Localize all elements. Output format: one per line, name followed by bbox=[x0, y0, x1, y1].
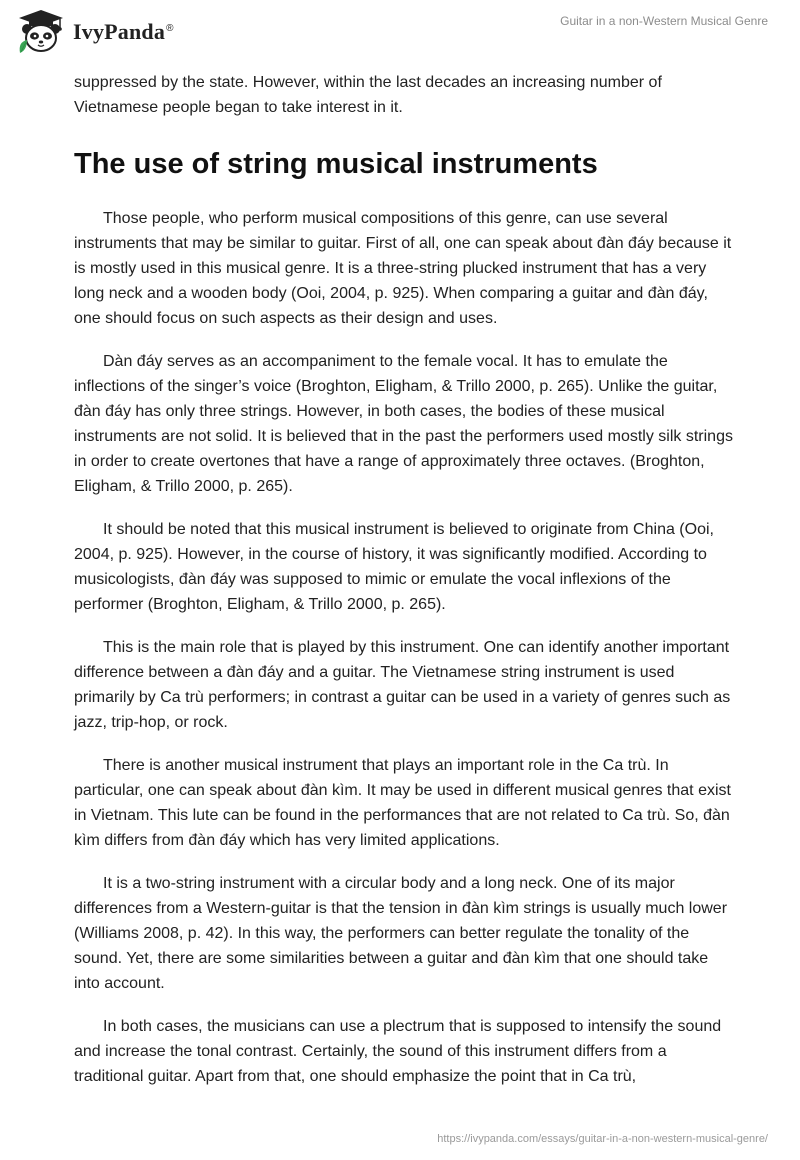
panda-graduate-icon bbox=[16, 9, 66, 55]
brand-name: IvyPanda® bbox=[73, 19, 174, 44]
registered-mark: ® bbox=[166, 22, 174, 34]
paragraph: Those people, who perform musical compositions of this genre, can use several instruments that may be similar to guitar. First of all, one can speak about đàn đáy because it is mostly used in this musical genre. It is a three-string plucked instrument that has a very long neck and a wooden body (Ooi, 2004, p. 925). When comparing a guitar and đàn đáy, one should focus on such aspects as their design and uses. bbox=[74, 210, 732, 327]
lead-paragraph: suppressed by the state. However, within the last decades an increasing number of Vietnamese people began to take interest in it. bbox=[74, 74, 662, 116]
paragraph: In both cases, the musicians can use a plectrum that is supposed to intensify the sound and increase the tonal contrast. Certainly, the sound of this instrument differs from a traditional guitar. Apart from that, one should emphasize the point that in Ca trù, bbox=[74, 1018, 722, 1085]
article-body bbox=[74, 70, 734, 1107]
paragraph: This is the main role that is played by this instrument. One can identify another important difference between a đàn đáy and a guitar. The Vietnamese string instrument is used primarily by Ca trù performers; in contrast a guitar can be used in a variety of genres such as jazz, trip-hop, or rock. bbox=[74, 639, 731, 731]
paragraph: There is another musical instrument that plays an important role in the Ca trù. In particular, one can speak about đàn kìm. It may be used in different musical genres that exist in Vietnam. This lute can be found in the performances that are not related to Ca trù. So, đàn kìm differs from đàn đáy which has very limited applications. bbox=[74, 757, 731, 849]
section-heading: The use of string musical instruments bbox=[74, 148, 598, 180]
source-url[interactable]: https://ivypanda.com/essays/guitar-in-a-non-western-musical-genre/ bbox=[437, 1133, 768, 1145]
paragraph: It is a two-string instrument with a circular body and a long neck. One of its major differences from a Western-guitar is that the tension in đàn kìm strings is usually much lower (Williams 2008, p. 42). In this way, the performers can better regulate the tonality of the sound. Yet, there are some similarities between a guitar and đàn kìm that one should take into account. bbox=[74, 875, 728, 992]
ivypanda-logo[interactable] bbox=[16, 9, 174, 55]
paragraph: It should be noted that this musical instrument is believed to originate from China (Ooi, 2004, p. 925). However, in the course of history, it was significantly modified. According to musicologists, đàn đáy was supposed to mimic or emulate the vocal inflexions of the performer (Broghton, Eligham, & Trillo 2000, p. 265). bbox=[74, 521, 714, 613]
page-header bbox=[0, 0, 800, 64]
paragraph: Dàn đáy serves as an accompaniment to the female vocal. It has to emulate the inflections of the singer’s voice (Broghton, Eligham, & Trillo 2000, p. 265). Unlike the guitar, đàn đáy has only three strings. However, in both cases, the bodies of these musical instruments are not solid. It is believed that in the past the performers used mostly silk strings in order to create overtones that have a range of approximately three octaves. (Broghton, Eligham, & Trillo 2000, p. 265). bbox=[74, 353, 733, 495]
document-title: Guitar in a non-Western Musical Genre bbox=[560, 14, 768, 28]
